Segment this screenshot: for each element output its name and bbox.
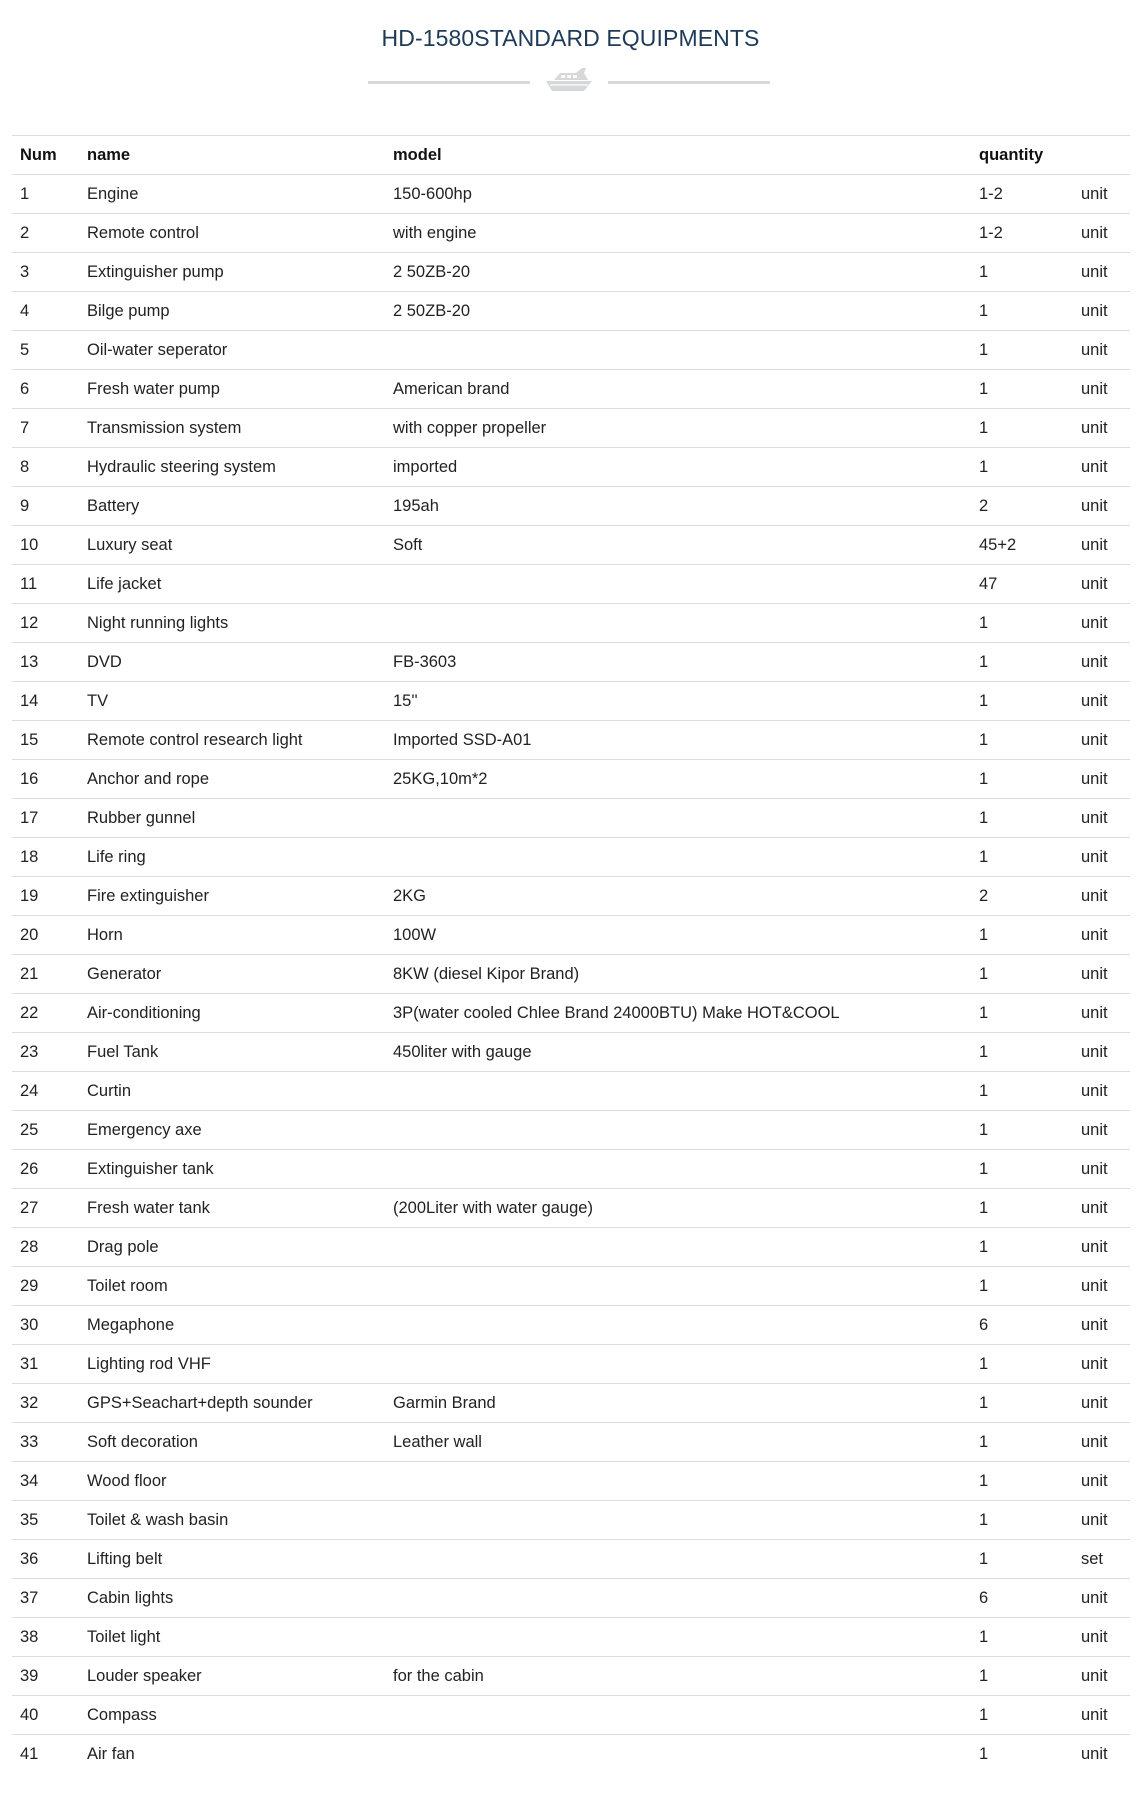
cell-num: 20: [12, 916, 79, 955]
table-row: [12, 799, 1130, 838]
cell-name: Toilet & wash basin: [79, 1501, 385, 1540]
cell-model: [385, 1072, 971, 1111]
cell-model: [385, 1462, 971, 1501]
cell-name: Curtin: [79, 1072, 385, 1111]
cell-model: 2KG: [385, 877, 971, 916]
table-row: [12, 448, 1130, 487]
cell-model: 8KW (diesel Kipor Brand): [385, 955, 971, 994]
table-row: [12, 1696, 1130, 1735]
cell-model: 450liter with gauge: [385, 1033, 971, 1072]
cell-model: [385, 1111, 971, 1150]
cell-quantity: 1: [971, 955, 1073, 994]
cell-quantity: 1: [971, 721, 1073, 760]
cell-num: 33: [12, 1423, 79, 1462]
cell-model: [385, 838, 971, 877]
cell-quantity: 47: [971, 565, 1073, 604]
cell-num: 31: [12, 1345, 79, 1384]
cell-quantity: 1: [971, 1618, 1073, 1657]
cell-unit: unit: [1073, 370, 1130, 409]
table-row: [12, 955, 1130, 994]
table-row: [12, 331, 1130, 370]
table-row: [12, 175, 1130, 214]
cell-unit: unit: [1073, 487, 1130, 526]
table-row: [12, 214, 1130, 253]
cell-unit: unit: [1073, 1618, 1130, 1657]
cell-num: 28: [12, 1228, 79, 1267]
cell-model: [385, 604, 971, 643]
cell-unit: unit: [1073, 1228, 1130, 1267]
cell-name: Life jacket: [79, 565, 385, 604]
cell-model: Soft: [385, 526, 971, 565]
cell-num: 38: [12, 1618, 79, 1657]
cell-quantity: 1: [971, 1228, 1073, 1267]
cell-num: 15: [12, 721, 79, 760]
cell-num: 11: [12, 565, 79, 604]
cell-name: Cabin lights: [79, 1579, 385, 1618]
cell-unit: unit: [1073, 1033, 1130, 1072]
cell-name: Extinguisher pump: [79, 253, 385, 292]
cell-quantity: 1: [971, 1072, 1073, 1111]
cell-model: [385, 1696, 971, 1735]
cell-name: Toilet room: [79, 1267, 385, 1306]
header-quantity: quantity: [971, 136, 1073, 175]
cell-unit: unit: [1073, 1579, 1130, 1618]
cell-num: 30: [12, 1306, 79, 1345]
table-row: [12, 838, 1130, 877]
cell-name: DVD: [79, 643, 385, 682]
cell-quantity: 1: [971, 1033, 1073, 1072]
cell-num: 4: [12, 292, 79, 331]
table-header-row: [12, 136, 1130, 175]
cell-model: 25KG,10m*2: [385, 760, 971, 799]
cell-name: Extinguisher tank: [79, 1150, 385, 1189]
cell-unit: unit: [1073, 1657, 1130, 1696]
cell-num: 26: [12, 1150, 79, 1189]
cell-quantity: 6: [971, 1306, 1073, 1345]
cell-unit: unit: [1073, 1696, 1130, 1735]
cell-quantity: 2: [971, 877, 1073, 916]
cell-name: Compass: [79, 1696, 385, 1735]
cell-unit: unit: [1073, 1462, 1130, 1501]
cell-unit: unit: [1073, 760, 1130, 799]
divider-line-right: [608, 81, 770, 84]
cell-quantity: 1: [971, 760, 1073, 799]
cell-num: 24: [12, 1072, 79, 1111]
cell-model: [385, 1579, 971, 1618]
cell-unit: unit: [1073, 214, 1130, 253]
cell-unit: unit: [1073, 1501, 1130, 1540]
cell-quantity: 1-2: [971, 175, 1073, 214]
cell-name: Wood floor: [79, 1462, 385, 1501]
cell-quantity: 1: [971, 1657, 1073, 1696]
cell-model: [385, 1735, 971, 1774]
cell-num: 16: [12, 760, 79, 799]
cell-unit: unit: [1073, 1423, 1130, 1462]
cell-name: Hydraulic steering system: [79, 448, 385, 487]
cell-model: 2 50ZB-20: [385, 253, 971, 292]
cell-model: [385, 1306, 971, 1345]
cell-model: [385, 1267, 971, 1306]
cell-quantity: 1: [971, 1696, 1073, 1735]
cell-unit: unit: [1073, 916, 1130, 955]
cell-quantity: 1: [971, 1345, 1073, 1384]
table-row: [12, 1423, 1130, 1462]
cell-unit: unit: [1073, 565, 1130, 604]
header-unit: [1073, 136, 1130, 175]
cell-model: 3P(water cooled Chlee Brand 24000BTU) Make HOT&COOL: [385, 994, 971, 1033]
cell-model: 150-600hp: [385, 175, 971, 214]
cell-unit: unit: [1073, 1150, 1130, 1189]
table-row: [12, 1072, 1130, 1111]
cell-quantity: 1: [971, 838, 1073, 877]
cell-name: Night running lights: [79, 604, 385, 643]
cell-model: [385, 1228, 971, 1267]
cell-num: 39: [12, 1657, 79, 1696]
cell-num: 14: [12, 682, 79, 721]
table-row: [12, 370, 1130, 409]
cell-unit: unit: [1073, 1735, 1130, 1774]
header-name: name: [79, 136, 385, 175]
table-row: [12, 1618, 1130, 1657]
cell-quantity: 1-2: [971, 214, 1073, 253]
cell-model: [385, 799, 971, 838]
cell-unit: unit: [1073, 175, 1130, 214]
cell-unit: unit: [1073, 877, 1130, 916]
cell-unit: unit: [1073, 799, 1130, 838]
cell-quantity: 1: [971, 1462, 1073, 1501]
cell-model: [385, 1540, 971, 1579]
cell-num: 40: [12, 1696, 79, 1735]
cell-quantity: 2: [971, 487, 1073, 526]
header-num: Num: [12, 136, 79, 175]
cell-name: Lifting belt: [79, 1540, 385, 1579]
boat-icon: [540, 64, 598, 94]
cell-quantity: 1: [971, 916, 1073, 955]
cell-unit: unit: [1073, 1345, 1130, 1384]
cell-num: 17: [12, 799, 79, 838]
cell-num: 35: [12, 1501, 79, 1540]
cell-model: 195ah: [385, 487, 971, 526]
cell-num: 23: [12, 1033, 79, 1072]
cell-num: 1: [12, 175, 79, 214]
table-row: [12, 409, 1130, 448]
cell-unit: unit: [1073, 1306, 1130, 1345]
cell-name: Toilet light: [79, 1618, 385, 1657]
table-row: [12, 1462, 1130, 1501]
table-row: [12, 487, 1130, 526]
cell-name: Megaphone: [79, 1306, 385, 1345]
cell-name: Fresh water pump: [79, 370, 385, 409]
cell-num: 7: [12, 409, 79, 448]
table-row: [12, 1501, 1130, 1540]
table-row: [12, 1111, 1130, 1150]
cell-unit: unit: [1073, 526, 1130, 565]
cell-model: [385, 1618, 971, 1657]
table-row: [12, 760, 1130, 799]
cell-model: Garmin Brand: [385, 1384, 971, 1423]
cell-name: Fire extinguisher: [79, 877, 385, 916]
cell-model: 15'': [385, 682, 971, 721]
cell-quantity: 1: [971, 409, 1073, 448]
cell-num: 21: [12, 955, 79, 994]
cell-quantity: 1: [971, 1540, 1073, 1579]
cell-name: Fuel Tank: [79, 1033, 385, 1072]
cell-num: 6: [12, 370, 79, 409]
cell-name: Battery: [79, 487, 385, 526]
cell-model: FB-3603: [385, 643, 971, 682]
cell-quantity: 1: [971, 1384, 1073, 1423]
cell-quantity: 1: [971, 682, 1073, 721]
cell-name: Bilge pump: [79, 292, 385, 331]
cell-quantity: 1: [971, 331, 1073, 370]
cell-unit: unit: [1073, 682, 1130, 721]
cell-unit: unit: [1073, 448, 1130, 487]
cell-unit: unit: [1073, 604, 1130, 643]
cell-quantity: 1: [971, 643, 1073, 682]
cell-model: [385, 331, 971, 370]
table-row: [12, 916, 1130, 955]
cell-quantity: 1: [971, 1501, 1073, 1540]
table-row: [12, 1735, 1130, 1774]
cell-quantity: 1: [971, 1267, 1073, 1306]
cell-unit: unit: [1073, 955, 1130, 994]
table-row: [12, 994, 1130, 1033]
cell-name: Emergency axe: [79, 1111, 385, 1150]
cell-quantity: 1: [971, 994, 1073, 1033]
cell-model: with engine: [385, 214, 971, 253]
cell-model: [385, 1501, 971, 1540]
cell-name: Life ring: [79, 838, 385, 877]
cell-name: Fresh water tank: [79, 1189, 385, 1228]
cell-model: imported: [385, 448, 971, 487]
cell-model: 100W: [385, 916, 971, 955]
table-row: [12, 565, 1130, 604]
cell-num: 13: [12, 643, 79, 682]
cell-name: Horn: [79, 916, 385, 955]
cell-name: Luxury seat: [79, 526, 385, 565]
table-row: [12, 604, 1130, 643]
cell-num: 34: [12, 1462, 79, 1501]
cell-num: 5: [12, 331, 79, 370]
cell-quantity: 1: [971, 292, 1073, 331]
table-row: [12, 643, 1130, 682]
cell-unit: unit: [1073, 1384, 1130, 1423]
cell-num: 25: [12, 1111, 79, 1150]
cell-unit: unit: [1073, 331, 1130, 370]
cell-model: (200Liter with water gauge): [385, 1189, 971, 1228]
cell-name: Generator: [79, 955, 385, 994]
cell-quantity: 1: [971, 1189, 1073, 1228]
cell-num: 3: [12, 253, 79, 292]
cell-model: [385, 565, 971, 604]
cell-unit: unit: [1073, 1072, 1130, 1111]
table-row: [12, 721, 1130, 760]
table-row: [12, 292, 1130, 331]
cell-unit: unit: [1073, 1267, 1130, 1306]
table-row: [12, 1306, 1130, 1345]
cell-model: 2 50ZB-20: [385, 292, 971, 331]
cell-name: Air-conditioning: [79, 994, 385, 1033]
cell-num: 9: [12, 487, 79, 526]
table-row: [12, 1579, 1130, 1618]
cell-name: GPS+Seachart+depth sounder: [79, 1384, 385, 1423]
table-row: [12, 1228, 1130, 1267]
cell-unit: unit: [1073, 1111, 1130, 1150]
page-title: HD-1580STANDARD EQUIPMENTS: [381, 25, 760, 51]
table-row: [12, 1150, 1130, 1189]
cell-unit: unit: [1073, 1189, 1130, 1228]
cell-num: 29: [12, 1267, 79, 1306]
cell-num: 2: [12, 214, 79, 253]
cell-num: 27: [12, 1189, 79, 1228]
cell-quantity: 1: [971, 1150, 1073, 1189]
cell-quantity: 1: [971, 604, 1073, 643]
divider-line-left: [368, 81, 530, 84]
cell-model: [385, 1150, 971, 1189]
cell-model: Leather wall: [385, 1423, 971, 1462]
cell-num: 19: [12, 877, 79, 916]
cell-name: Drag pole: [79, 1228, 385, 1267]
cell-name: Soft decoration: [79, 1423, 385, 1462]
cell-num: 41: [12, 1735, 79, 1774]
cell-quantity: 1: [971, 1111, 1073, 1150]
cell-quantity: 1: [971, 448, 1073, 487]
header-model: model: [385, 136, 971, 175]
cell-quantity: 1: [971, 1735, 1073, 1774]
table-body: [12, 175, 1130, 1774]
cell-name: Oil-water seperator: [79, 331, 385, 370]
table-row: [12, 526, 1130, 565]
cell-model: with copper propeller: [385, 409, 971, 448]
cell-name: Air fan: [79, 1735, 385, 1774]
cell-unit: unit: [1073, 292, 1130, 331]
cell-num: 18: [12, 838, 79, 877]
cell-name: Transmission system: [79, 409, 385, 448]
cell-name: Rubber gunnel: [79, 799, 385, 838]
cell-name: Remote control research light: [79, 721, 385, 760]
cell-num: 22: [12, 994, 79, 1033]
cell-name: Anchor and rope: [79, 760, 385, 799]
table-row: [12, 253, 1130, 292]
cell-model: for the cabin: [385, 1657, 971, 1696]
cell-unit: unit: [1073, 721, 1130, 760]
cell-quantity: 1: [971, 799, 1073, 838]
cell-unit: unit: [1073, 838, 1130, 877]
cell-name: Engine: [79, 175, 385, 214]
cell-num: 32: [12, 1384, 79, 1423]
cell-model: American brand: [385, 370, 971, 409]
cell-quantity: 1: [971, 1423, 1073, 1462]
cell-num: 37: [12, 1579, 79, 1618]
table-row: [12, 1540, 1130, 1579]
cell-unit: unit: [1073, 994, 1130, 1033]
table-row: [12, 1345, 1130, 1384]
cell-model: Imported SSD-A01: [385, 721, 971, 760]
table-row: [12, 1189, 1130, 1228]
cell-unit: unit: [1073, 643, 1130, 682]
table-row: [12, 877, 1130, 916]
table-row: [12, 682, 1130, 721]
title-divider: [368, 64, 770, 94]
table-row: [12, 1033, 1130, 1072]
cell-num: 10: [12, 526, 79, 565]
cell-quantity: 45+2: [971, 526, 1073, 565]
cell-name: Remote control: [79, 214, 385, 253]
table-row: [12, 1384, 1130, 1423]
cell-name: Lighting rod VHF: [79, 1345, 385, 1384]
cell-quantity: 6: [971, 1579, 1073, 1618]
cell-unit: unit: [1073, 409, 1130, 448]
table-row: [12, 1657, 1130, 1696]
cell-num: 8: [12, 448, 79, 487]
cell-name: Louder speaker: [79, 1657, 385, 1696]
cell-quantity: 1: [971, 370, 1073, 409]
cell-model: [385, 1345, 971, 1384]
cell-unit: unit: [1073, 253, 1130, 292]
table-row: [12, 1267, 1130, 1306]
cell-quantity: 1: [971, 253, 1073, 292]
cell-num: 36: [12, 1540, 79, 1579]
cell-name: TV: [79, 682, 385, 721]
equipment-table: [12, 135, 1130, 1773]
cell-unit: set: [1073, 1540, 1130, 1579]
cell-num: 12: [12, 604, 79, 643]
